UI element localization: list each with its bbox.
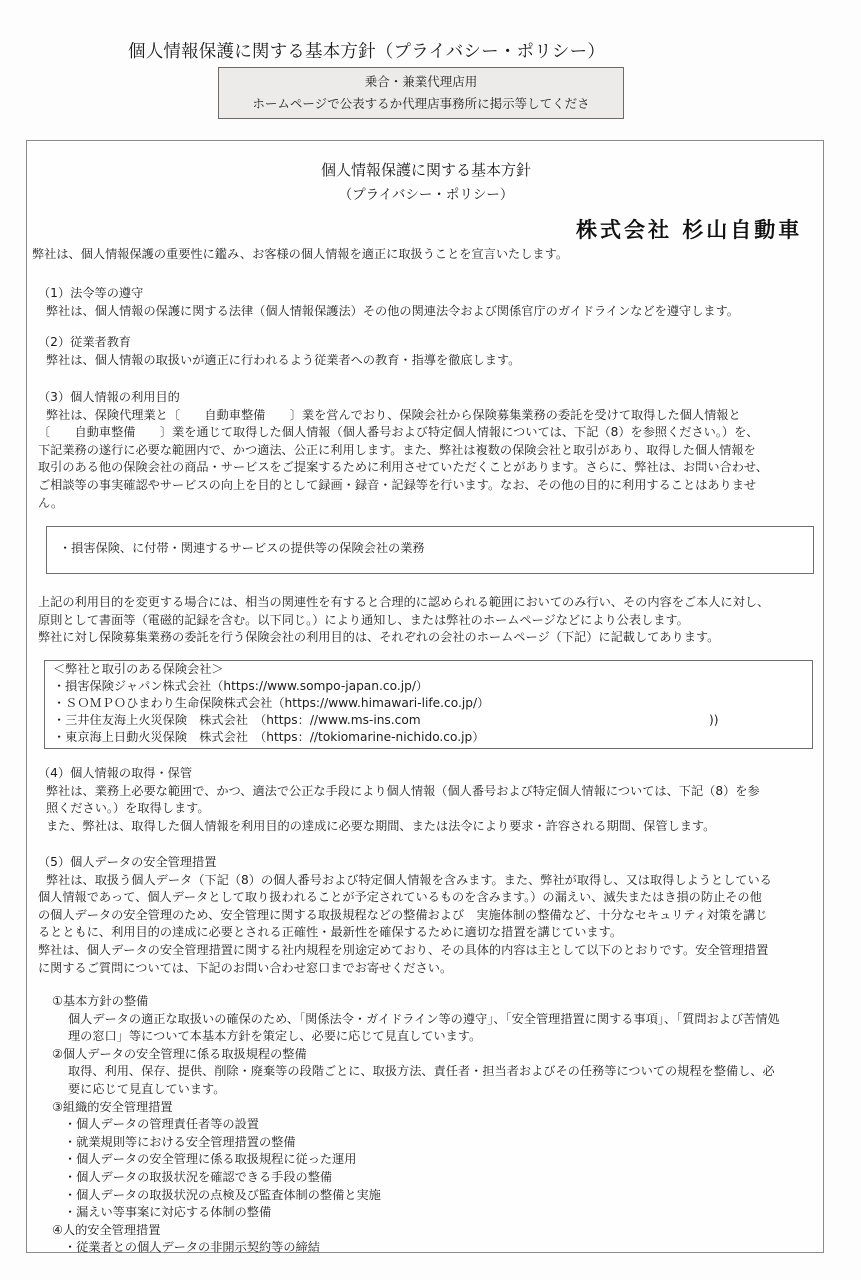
- paragraph-line: 取得、利用、保存、提供、削除・廃棄等の段階ごとに、取扱方法、責任者・担当者およびその任務等についての規程を整備し、必: [68, 1064, 775, 1079]
- section-heading: （3）個人情報の利用目的: [38, 390, 180, 404]
- paragraph-line: 〔 自動車整備 〕業を通じて取得した個人情報（個人番号および特定個人情報については、下記（8）を参照ください。）を、: [38, 425, 759, 440]
- paragraph-line: ご相談等の事実確認やサービスの向上を目的として録画・録音・記録等を行います。なお、その他の目的に利用することはありませ: [38, 477, 757, 492]
- section-body: 弊社は、個人情報の保護に関する法律（個人情報保護法）その他の関連法令および関係官庁のガイドラインなどを遵守します。: [46, 303, 739, 318]
- paragraph-line: ん。: [38, 495, 64, 510]
- section-heading: （5）個人データの安全管理措置: [38, 855, 217, 869]
- security-measures-details: [38, 993, 780, 1257]
- paragraph-line: 理の窓口」等について本基本方針を策定し、必要に応じて見直しています。: [68, 1029, 482, 1044]
- measure-item: ・個人データの取扱状況を確認できる手段の整備: [64, 1169, 333, 1184]
- paragraph-line: るとともに、利用目的の達成に必要とされる正確性・最新性を確保するために適切な措置を講じています。: [38, 925, 623, 940]
- measure-item: ・個人データの管理責任者等の設置: [64, 1117, 259, 1132]
- document-title: 個人情報保護に関する基本方針: [320, 161, 531, 179]
- purpose-box: [46, 526, 814, 574]
- paragraph-line: 弊社は、個人データの安全管理措置に関する社内規程を別途定めており、その具体的内容は主として以下のとおりです。安全管理措置: [38, 942, 769, 957]
- measure-item: ・就業規則等における安全管理措置の整備: [64, 1134, 296, 1149]
- section-heading: （2）従業者教育: [38, 335, 132, 349]
- paragraph-line: 原則として書面等（電磁的記録を含む。以下同じ。）により通知し、または弊社のホームページなどにより公表します。: [38, 612, 689, 627]
- measure-item: ・個人データの安全管理に係る取扱規程に従った運用: [64, 1152, 357, 1167]
- section-body: 弊社は、個人情報の取扱いが適正に行われるよう従業者への教育・指導を徹底します。: [46, 352, 521, 367]
- measure-item: ・従業者との個人データの非開示契約等の締結: [64, 1240, 320, 1255]
- paragraph-line: 個人情報であって、個人データとして取り扱われることが予定されているものを含みます。）の漏えい、滅失またはき損の防止その他: [38, 890, 762, 905]
- purpose-change-notice: [38, 594, 769, 647]
- measure-item: ・漏えい等事案に対応する体制の整備: [64, 1205, 272, 1220]
- section-3-usage-purpose: [38, 389, 768, 512]
- paragraph-line: 弊社は、取扱う個人データ（下記（8）の個人番号および特定個人情報を含みます。また、弊社が取得し、又は取得しようとしている: [46, 872, 772, 887]
- insurer-item[interactable]: ・ＳＯＭＰＯひまわり生命保険株式会社（https://www.himawari-life.co.jp/）: [53, 696, 490, 710]
- usage-notice-box: [218, 67, 624, 119]
- document-subtitle: （プライバシー・ポリシー）: [338, 187, 514, 203]
- paragraph-line: 上記の利用目的を変更する場合には、相当の関連性を有すると合理的に認められる範囲においてのみ行い、その内容をご本人に対し、: [38, 595, 770, 609]
- section-1-compliance: [38, 285, 739, 320]
- paragraph-line: 照ください。）を取得します。: [46, 801, 210, 816]
- insurer-item-text: ・三井住友海上火災保険 株式会社 （https：//www.ms-ins.com: [53, 713, 421, 727]
- section-4-acquisition-storage: [38, 765, 760, 835]
- paragraph-line: 弊社は、業務上必要な範囲で、かつ、適法で公正な手段により個人情報（個人番号および特定個人情報については、下記（8）を参: [46, 783, 760, 798]
- paragraph-line: の個人データの安全管理のため、安全管理に関する取扱規程などの整備および 実施体制の整備など、十分なセキュリティ対策を講じ: [38, 907, 768, 922]
- section-5-security-measures: [38, 854, 772, 977]
- section-heading: （1）法令等の遵守: [38, 286, 144, 300]
- intro-statement: 弊社は、個人情報保護の重要性に鑑み、お客様の個人情報を適正に取扱うことを宣言いたします。: [32, 247, 569, 261]
- insurers-heading: ＜弊社と取引のある保険会社＞: [53, 662, 224, 676]
- insurer-item[interactable]: ・損害保険ジャパン株式会社（https://www.sompo-japan.co.jp/）: [53, 679, 429, 693]
- paragraph-line: 弊社に対し保険募集業務の委託を行う保険会社の利用目的は、それぞれの会社のホームページ（下記）に記載してあります。: [38, 630, 720, 645]
- purpose-item: ・損害保険、に付帯・関連するサービスの提供等の保険会社の業務: [59, 541, 425, 555]
- subsection-heading: ②個人データの安全管理に係る取扱規程の整備: [52, 1046, 307, 1061]
- insurers-box: [44, 660, 813, 749]
- subsection-heading: ④人的安全管理措置: [52, 1222, 161, 1237]
- notice-line-2: ホームページで公表するか代理店事務所に掲示等してくださ: [252, 96, 590, 111]
- paragraph-line: 個人データの適正な取扱いの確保のため、「関係法令・ガイドライン等の遵守」、「安全管理措置に関する事項」、「質問および苦情処: [68, 1011, 780, 1026]
- measure-item: ・個人データの取扱状況の点検及び監査体制の整備と実施: [64, 1187, 381, 1202]
- paragraph-line: 弊社は、保険代理業と〔 自動車整備 〕業を営んでおり、保険会社から保険募集業務の委託を受けて取得した個人情報と: [46, 407, 741, 422]
- subsection-heading: ③組織的安全管理措置: [52, 1099, 173, 1114]
- paragraph-line: 取引のある他の保険会社の商品・サービスをご提案するために利用させていただくことがあります。さらに、弊社は、お問い合わせ、: [38, 460, 768, 475]
- page-title: 個人情報保護に関する基本方針（プライバシー・ポリシー）: [128, 42, 606, 62]
- subsection-heading: ①基本方針の整備: [52, 994, 149, 1008]
- notice-line-1: 乗合・兼業代理店用: [364, 74, 478, 89]
- insurer-item[interactable]: ・東京海上日動火災保険 株式会社 （https：//tokiomarine-nichido.co.jp）: [53, 730, 485, 744]
- paragraph-line: 要に応じて見直しています。: [68, 1081, 226, 1096]
- section-2-employee-education: [38, 334, 520, 369]
- company-name-stamp: 株式会社 杉山自動車: [576, 217, 803, 242]
- insurer-item[interactable]: [53, 712, 812, 729]
- paragraph-line: 下記業務の遂行に必要な範囲内で、かつ適法、公正に利用します。また、弊社は複数の保険会社と取引があり、取得した個人情報を: [38, 442, 756, 457]
- section-heading: （4）個人情報の取得・保管: [38, 766, 193, 780]
- paragraph-line: に関するご質問については、下記のお問い合わせ窓口までお寄せください。: [38, 960, 453, 975]
- insurer-trailing-bracket: )): [709, 713, 719, 727]
- paragraph-line: また、弊社は、取得した個人情報を利用目的の達成に必要な期間、または法令により要求・許容される期間、保管します。: [46, 818, 716, 833]
